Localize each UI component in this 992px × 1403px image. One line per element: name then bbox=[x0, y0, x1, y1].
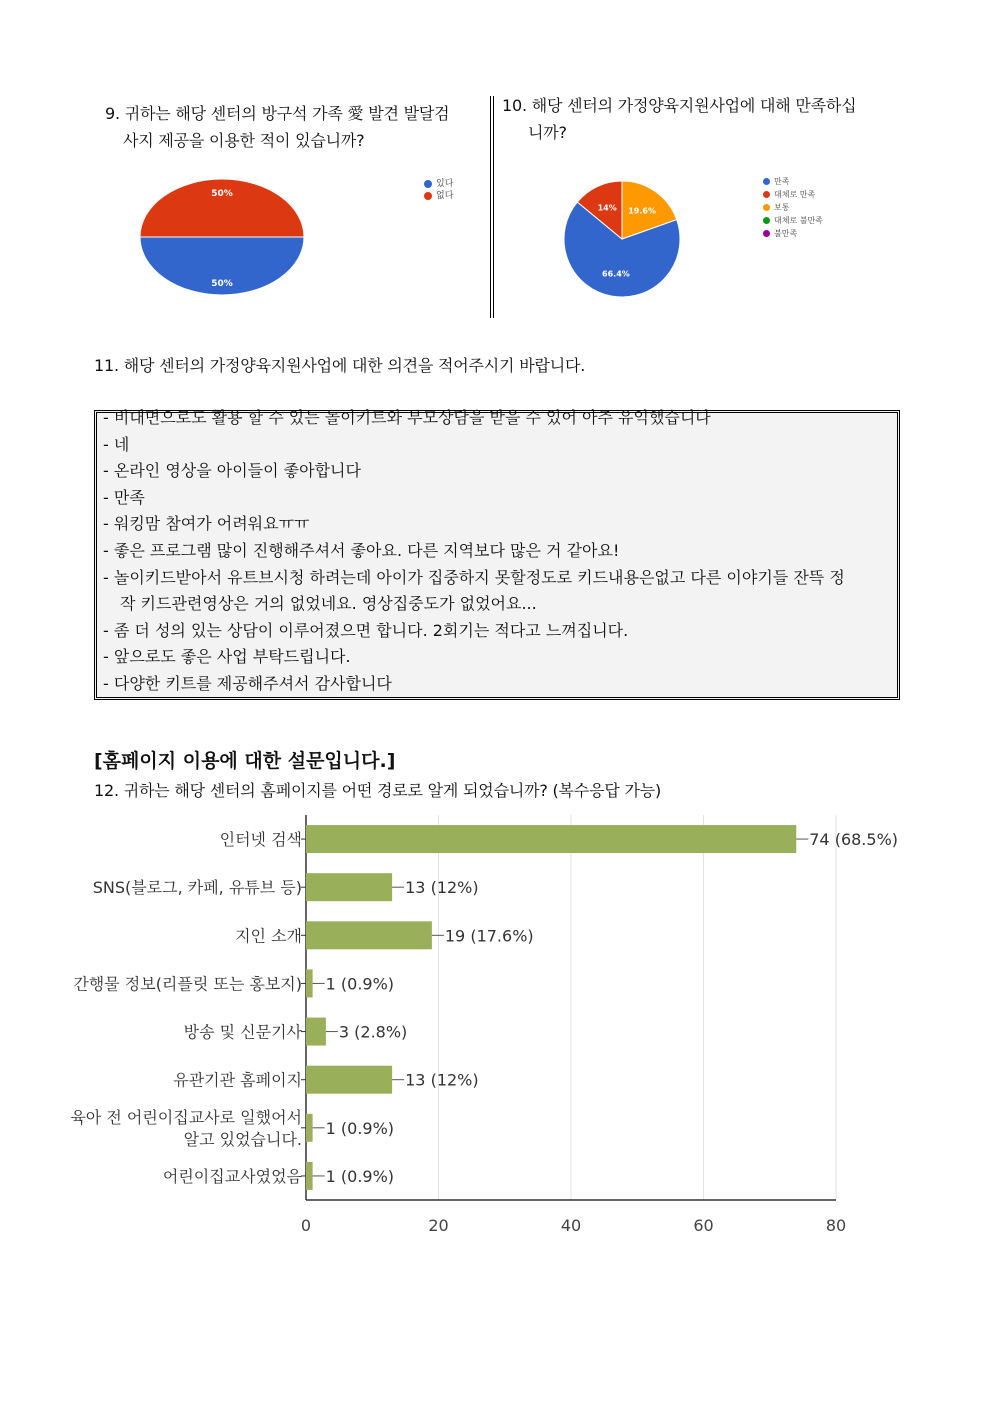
pie-slice bbox=[140, 179, 304, 237]
category-label: SNS(블로그, 카페, 유튜브 등) bbox=[92, 878, 302, 898]
legend-item bbox=[424, 190, 453, 202]
x-tick-label: 40 bbox=[560, 1216, 582, 1235]
pie-value-label: 14% bbox=[597, 203, 617, 213]
column-divider bbox=[490, 96, 494, 318]
bar-value-label: 13 (12%) bbox=[405, 878, 479, 898]
pie-chart-q9 bbox=[130, 170, 320, 305]
bar-value-label: 74 (68.5%) bbox=[809, 830, 899, 850]
legend-item bbox=[763, 227, 823, 240]
response-item: - 워킹맘 참여가 어려워요ㅠㅠ bbox=[103, 514, 310, 534]
legend-item bbox=[424, 178, 453, 190]
legend-item bbox=[763, 201, 823, 214]
x-tick-label: 20 bbox=[428, 1216, 449, 1235]
question-12-title: 12. 귀하는 해당 센터의 홈페이지를 어떤 경로로 알게 되었습니까? (복수응답 가능) bbox=[94, 781, 662, 800]
question-10-line2: 니까? bbox=[528, 123, 567, 142]
category-label: 지인 소개 bbox=[235, 926, 302, 946]
section-heading: [홈페이지 이용에 대한 설문입니다.] bbox=[94, 750, 396, 772]
question-9-line1: 9. 귀하는 해당 센터의 방구석 가족 愛 발견 발달검 bbox=[105, 104, 450, 123]
question-9 bbox=[105, 100, 490, 154]
legend-item bbox=[763, 188, 823, 201]
category-label: 유관기관 홈페이지 bbox=[173, 1070, 302, 1090]
pie-value-label: 66.4% bbox=[602, 269, 630, 279]
response-item: - 비대면으로도 활용 할 수 있는 놀이키트와 부모상담을 받을 수 있어 아주 유익했습니다 bbox=[103, 408, 711, 427]
pie-value-label: 50% bbox=[211, 279, 233, 290]
category-label: 알고 있었습니다. bbox=[183, 1129, 302, 1149]
bar bbox=[306, 825, 796, 853]
bar bbox=[306, 969, 313, 997]
legend-item bbox=[763, 214, 823, 227]
x-tick-label: 80 bbox=[825, 1216, 847, 1235]
bar-value-label: 13 (12%) bbox=[405, 1070, 479, 1090]
question-10-line1: 10. 해당 센터의 가정양육지원사업에 대해 만족하십 bbox=[502, 96, 857, 115]
pie-chart-q10 bbox=[555, 172, 690, 307]
bar-chart-q12 bbox=[70, 815, 916, 1245]
response-item: - 네 bbox=[103, 434, 130, 454]
response-item: 작 키드관련영상은 거의 없었네요. 영상집중도가 없었어요... bbox=[120, 594, 537, 614]
bar bbox=[306, 1066, 392, 1094]
bar bbox=[306, 1114, 313, 1142]
response-item: - 다양한 키트를 제공해주셔서 감사합니다 bbox=[103, 673, 392, 693]
bar bbox=[306, 1018, 326, 1046]
responses-box bbox=[94, 410, 900, 700]
question-9-line2: 사지 제공을 이용한 적이 있습니까? bbox=[123, 131, 365, 150]
legend-label: 보통 bbox=[774, 203, 790, 212]
response-item: - 좋은 프로그램 많이 진행해주셔서 좋아요. 다른 지역보다 많은 거 같아요! bbox=[103, 540, 620, 560]
legend-item bbox=[763, 175, 823, 188]
bar-value-label: 1 (0.9%) bbox=[325, 1118, 395, 1138]
legend-swatch bbox=[763, 230, 770, 237]
legend-swatch bbox=[763, 178, 770, 185]
category-label: 방송 및 신문기사 bbox=[183, 1022, 302, 1042]
response-item: - 앞으로도 좋은 사업 부탁드립니다. bbox=[103, 647, 351, 667]
response-item: - 좀 더 성의 있는 상담이 이루어졌으면 합니다. 2회기는 적다고 느껴집니다. bbox=[103, 620, 629, 640]
pie-value-label: 50% bbox=[211, 188, 233, 199]
bar-value-label: 19 (17.6%) bbox=[444, 926, 534, 946]
bar-value-label: 1 (0.9%) bbox=[325, 1166, 395, 1186]
response-item: - 놀이키드받아서 유트브시청 하려는데 아이가 집중하지 못할정도로 키드내용은없고 다른 이야기들 잔뜩 정 bbox=[103, 567, 845, 587]
legend-swatch bbox=[424, 180, 432, 188]
category-label: 간행물 정보(리플릿 또는 홍보지) bbox=[73, 974, 302, 994]
bar bbox=[306, 921, 432, 949]
bar bbox=[306, 873, 392, 901]
response-item: - 만족 bbox=[103, 487, 145, 507]
pie-value-label: 19.6% bbox=[628, 206, 656, 216]
legend-label: 있다 bbox=[436, 179, 454, 189]
x-tick-label: 60 bbox=[693, 1216, 714, 1235]
legend-swatch bbox=[763, 191, 770, 198]
legend-label: 만족 bbox=[774, 177, 790, 186]
legend-q10 bbox=[763, 175, 823, 240]
question-11-title: 11. 해당 센터의 가정양육지원사업에 대한 의견을 적어주시기 바랍니다. bbox=[94, 356, 586, 375]
bar-value-label: 1 (0.9%) bbox=[325, 974, 395, 994]
category-label: 어린이집교사였었음 bbox=[162, 1166, 302, 1186]
legend-swatch bbox=[763, 204, 770, 211]
category-label: 육아 전 어린이집교사로 일했어서 bbox=[70, 1107, 302, 1127]
question-10 bbox=[502, 92, 892, 146]
x-tick-label: 0 bbox=[300, 1216, 312, 1235]
legend-label: 대체로 불만족 bbox=[774, 216, 823, 225]
legend-label: 대체로 만족 bbox=[774, 190, 816, 199]
legend-swatch bbox=[424, 192, 432, 200]
bar-value-label: 3 (2.8%) bbox=[338, 1022, 408, 1042]
legend-label: 없다 bbox=[436, 191, 454, 201]
legend-swatch bbox=[763, 217, 770, 224]
category-label: 인터넷 검색 bbox=[219, 830, 302, 850]
bar bbox=[306, 1162, 313, 1190]
legend-q9 bbox=[424, 178, 453, 202]
response-item: - 온라인 영상을 아이들이 좋아합니다 bbox=[103, 461, 361, 481]
legend-label: 불만족 bbox=[774, 229, 798, 238]
